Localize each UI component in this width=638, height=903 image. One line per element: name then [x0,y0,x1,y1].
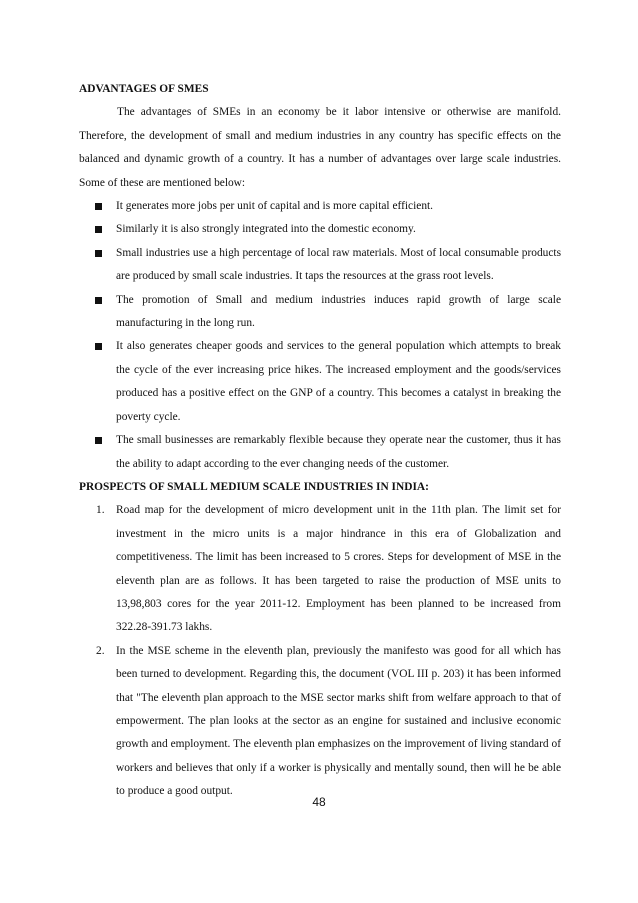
numbered-item [96,640,561,804]
advantages-list [79,195,561,476]
list-item-text: The promotion of Small and medium industries induces rapid growth of large scale manufacturing in the long run. [116,293,561,330]
square-bullet-icon [95,226,102,233]
numbered-item [96,499,561,639]
page-content [79,78,561,804]
square-bullet-icon [95,203,102,210]
square-bullet-icon [95,250,102,257]
list-item-text: The small businesses are remarkably flexible because they operate near the customer, thus it has the ability to adapt according to the ever changing needs of the customer. [116,434,561,470]
list-item-text: Small industries use a high percentage of local raw materials. Most of local consumable products are produced by small scale industries. It taps the resources at the grass root levels. [116,246,561,283]
numbered-item-text: Road map for the development of micro development unit in the 11th plan. The limit set for investment in the micro units is a major hindrance in this era of Globalization and competitiveness. The limit has been increased to 5 crores. Steps for development of MSE in the eleventh plan are as follows. It has been targeted to raise the production of MSE units to 13,98,803 cores for the year 2011-12. Employment has been planned to be increased from 322.28-391.73 lakhs. [116,504,561,634]
list-item [116,335,561,429]
numbered-item-text: In the MSE scheme in the eleventh plan, previously the manifesto was good for all which has been turned to development. Regarding this, the document (VOL III p. 203) it has been informed that "The eleventh plan approach to the MSE sector marks shift from welfare approach to that of empowerment. The plan looks at the sector as an engine for sustained and inclusive economic growth and employment. The eleventh plan emphasizes on the improvement of living standard of workers and believes that only if a worker is physically and mentally sound, then will he be able to produce a good output. [116,644,561,798]
square-bullet-icon [95,343,102,350]
section-heading-advantages: ADVANTAGES OF SMES [79,83,209,95]
square-bullet-icon [95,297,102,304]
list-item [116,289,561,336]
prospects-list [79,499,561,803]
item-number: 2. [96,644,105,657]
list-item-text: It also generates cheaper goods and services to the general population which attempts to break the cycle of the ever increasing price hikes. The increased employment and the goods/services produced has a positive effect on the GNP of a country. This becomes a catalyst in breaking the poverty cycle. [116,340,561,423]
section-heading-prospects: PROSPECTS OF SMALL MEDIUM SCALE INDUSTRIES IN INDIA: [79,480,429,493]
list-item [116,429,561,476]
square-bullet-icon [95,437,102,444]
intro-paragraph: The advantages of SMEs in an economy be it labor intensive or otherwise are manifold. Therefore, the development of small and medium industries in any country has specific effects on the balanced and dynamic growth of a country. It has a number of advantages over large scale industries. Some of these are mentioned below: [79,106,561,189]
item-number: 1. [96,504,105,517]
list-item [116,242,561,289]
list-item [116,195,561,218]
list-item-text: Similarly it is also strongly integrated into the domestic economy. [116,223,416,236]
page-number: 48 [312,795,326,809]
list-item-text: It generates more jobs per unit of capital and is more capital efficient. [116,200,434,213]
list-item [116,218,561,241]
